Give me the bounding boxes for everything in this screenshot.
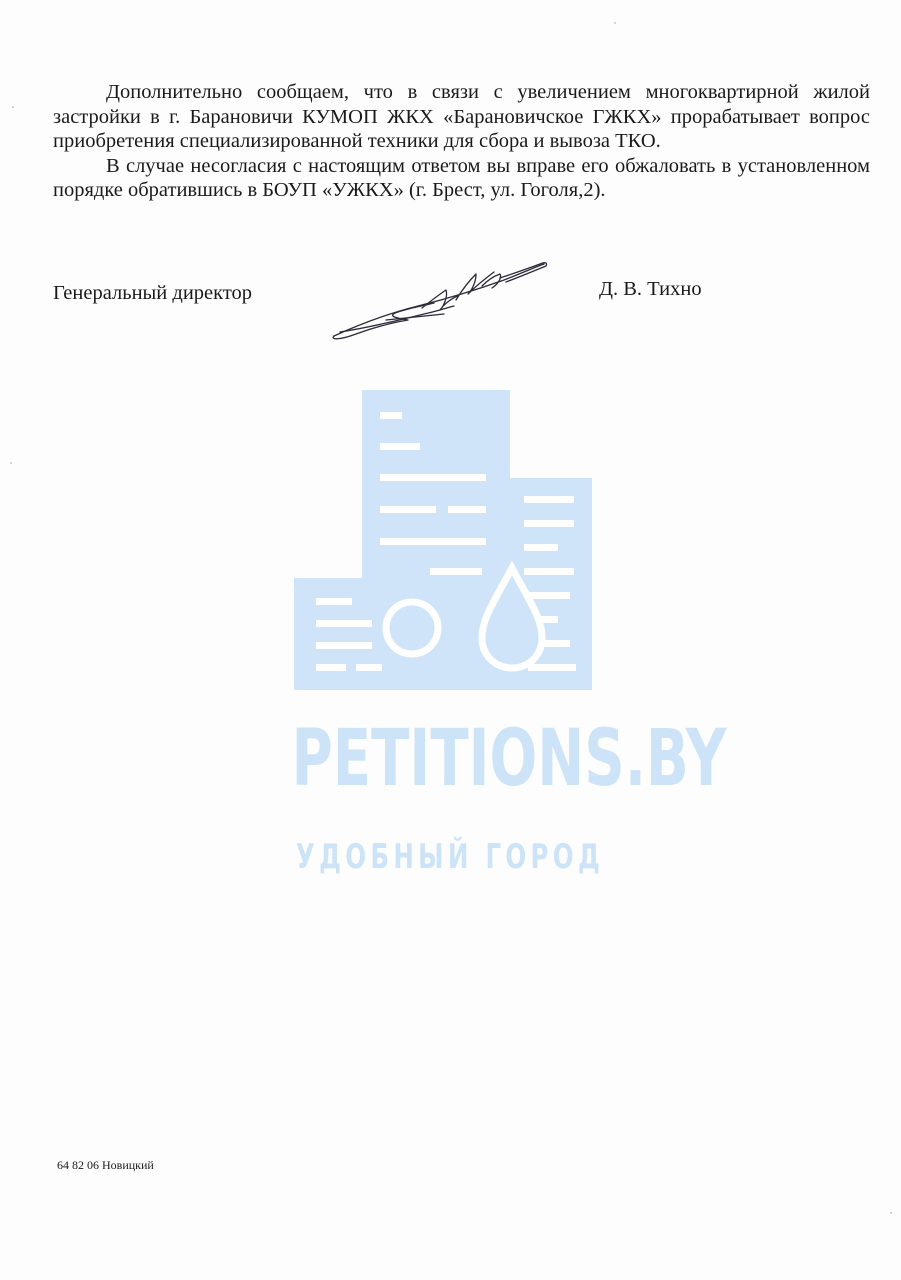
- city-buildings-logo-icon: [294, 390, 594, 692]
- scan-speck: [12, 106, 14, 108]
- letter-body: [53, 80, 870, 203]
- scan-speck: [614, 22, 616, 24]
- letter-paragraph-2: В случае несогласия с настоящим ответом вы вправе его обжаловать в установленном порядке обратившись в БОУП «УЖКХ» (г. Брест, ул. Гоголя,2).: [53, 154, 870, 201]
- scan-speck: [10, 462, 12, 464]
- signatory-name: Д. В. Тихно: [599, 278, 702, 300]
- watermark-tagline: УДОБНЫЙ ГОРОД: [295, 837, 605, 877]
- watermark-brand: PETITIONS.BY: [291, 714, 727, 804]
- executor-note: 64 82 06 Новицкий: [57, 1158, 154, 1172]
- signatory-position: Генеральный директор: [53, 282, 253, 304]
- handwritten-signature: [326, 256, 552, 344]
- letter-paragraph-1: Дополнительно сообщаем, что в связи с увеличением многоквартирной жилой застройки в г. Барановичи КУМОП ЖКХ «Барановичское ГЖКХ» прорабатывает вопрос приобретения специализированной техники для сбора и вывоза ТКО.: [53, 81, 870, 152]
- petitions-watermark: [230, 390, 727, 900]
- scan-speck: [890, 1212, 892, 1214]
